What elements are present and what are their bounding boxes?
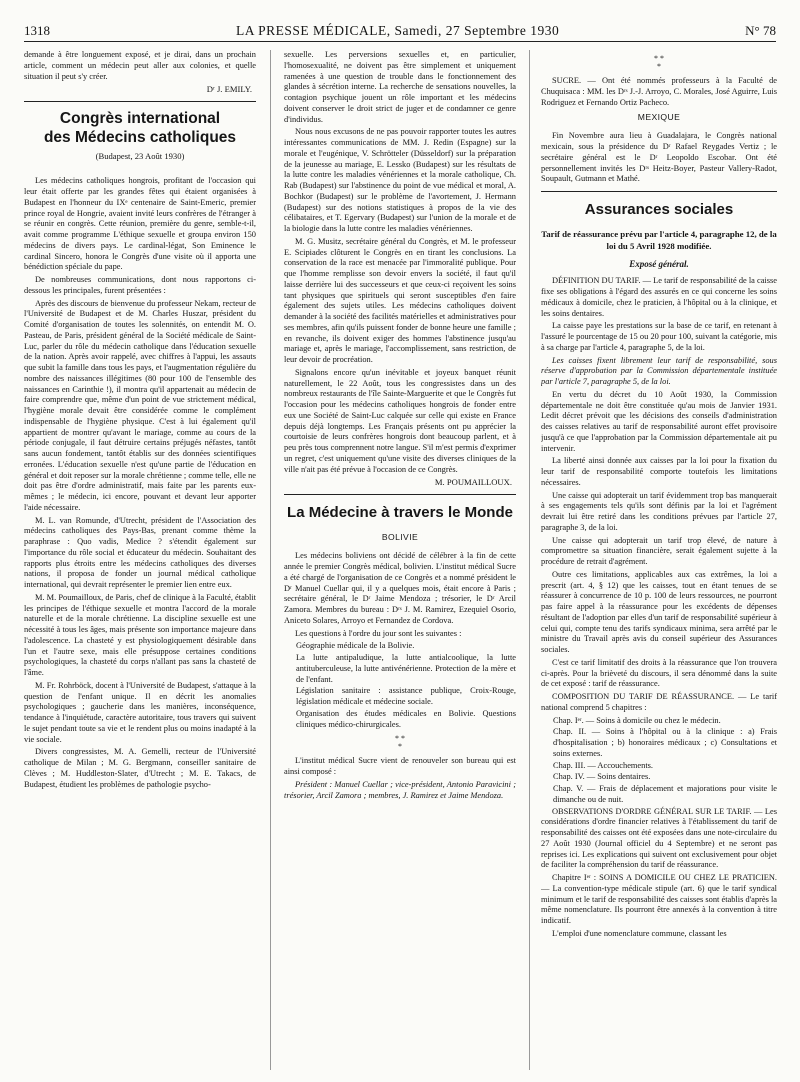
list-item: Chap. III. — Accouchements.	[553, 760, 654, 770]
expose-title: Exposé général.	[629, 258, 689, 269]
column-3	[541, 50, 777, 1076]
assurances-title: Assurances sociales	[584, 201, 734, 218]
paragraph: Les médecins catholiques hongrois, profitant de l'occasion qui leur était offerte par les grandes fêtes qui étaient organisées à Budapest en l'honneur du IXᵉ centenaire de Saint-Emeric, premier prince royal de Hongrie, avaient invité leurs confrères de l'étranger à se réunir en congrès. Cette réunion, première du genre, semble-t-il, avait comme programme L'éthique sexuelle et groupa environ 150 médecins de divers pays. Le cardinal-légat, Son Eminence le cardinal Sincero, honora le Congrès d'une visite où il apporta une bénédiction spéciale du pape.	[24, 176, 256, 272]
paragraph: Président : Manuel Cuellar ; vice-président, Antonio Paravicini ; trésorier, Arcil Zamora ; membres, J. Ramirez et Jaime Mendoza.	[284, 779, 516, 800]
paragraph: L'emploi d'une nomenclature commune, classant les	[552, 928, 727, 938]
tarif-title: Tarif de réassurance prévu par l'article 4, paragraphe 12, de la loi du 5 Avril 1928 modifiée.	[541, 229, 777, 252]
section-divider	[24, 101, 256, 102]
journal-title: LA PRESSE MÉDICALE, Samedi, 27 Septembre 1930	[235, 22, 560, 38]
column-1	[24, 50, 256, 1076]
congres-title	[24, 110, 256, 147]
paragraph: La liberté ainsi donnée aux caisses par la loi pour la fixation du leur tarif de responsabilité comporte toutefois les limitations nécessaires.	[541, 456, 777, 487]
paragraph: Les caisses fixent librement leur tarif de responsabilité, sous réserve d'approbation par la Commission départementale instituée par l'article 7, paragraphe 5, de la loi.	[541, 355, 777, 387]
paragraph: Divers congressistes, M. A. Gemelli, recteur de l'Université catholique de Milan ; M. G. Bergmann, conseiller sanitaire de Clèves ; M. Huddleston-Slater, d'Utrecht ; M. E. Takacs, de Budapest, étudient les problèmes de pathologie psycho-	[24, 747, 256, 789]
paragraph: SUCRE. — Ont été nommés professeurs à la Faculté de Chuquisaca : MM. les Dʳˢ J.-J. Arroyo, C. Morales, José Aguirre, Luis Rodriguez et Fernando Ortiz Pacheco.	[541, 76, 777, 107]
paragraph: Chapitre Iᵉʳ : SOINS A DOMICILE OU CHEZ LE PRATICIEN. — La convention-type médicale stipule (art. 6) que le tarif syndical minimum et le tarif de responsabilité des caisses sont établis d'après la même nomenclature. Ils pourront être annexés à la convention à titre indicatif.	[541, 873, 777, 926]
paragraph: En vertu du décret du 10 Août 1930, la Commission départementale ne doit être constituée qu'au mois de Janvier 1931. Ledit décret prévoit que les décisions des conseils d'administration des caisses relatives au tarif de responsabilité auront effet provisoire jusqu'à ce que l'approbation par la Commission départementale ait pu intervenir.	[541, 389, 777, 453]
congres-title-line-1: Congrès international	[59, 110, 221, 128]
paragraph: DÉFINITION DU TARIF. — Le tarif de responsabilité de la caisse fixe ses obligations à l'égard des assurés en ce qui concerne les soins médicaux à domicile, chez le praticien, à l'hôpital ou à la clinique, et les soins dentaires.	[541, 276, 777, 318]
page-number: 1318	[24, 22, 50, 38]
asterism: * * *	[654, 54, 664, 71]
paragraph: Les questions à l'ordre du jour sont les suivantes :	[295, 628, 462, 638]
paragraph: Signalons encore qu'un inévitable et joyeux banquet réunit naturellement, le 22 Août, tous les congressistes dans un des nombreux restaurants de l'île Sainte-Marguerite et que le Congrès fut l'occasion pour les médecins catholiques hongrois de fonder entre eux une Société de Saint-Luc calquée sur celle qui existe en France depuis déjà longtemps. Les Français présents ont pu apprécier la courtoisie de leurs confrères hongrois dont beaucoup parlent, et à peu près tous comprennent notre langue. S'il m'est permis d'exprimer un regret, c'est uniquement qu'une visite des diverses cliniques de la ville n'ait pas été prévue à l'occasion de ce Congrès.	[284, 367, 516, 474]
section-divider	[541, 191, 777, 192]
paragraph: Nous nous excusons de ne pas pouvoir rapporter toutes les autres intéressantes communications de MM. J. Redin (Espagne) sur la morale et l'eugénique, V. Schrötteler (Düsseldorf) sur la préparation de la jeunesse au mariage, E. Lessko (Budapest) sur les résultats de la lutte contre les maladies vénériennes et la morale catholique, Ch. Rab (Budapest) sur l'abstinence du point de vue médical et moral, A. Bochkor (Budapest) sur le problème de l'avortement, J. Hermann (Budapest) sur des notions statistiques à propos de la vie des célibataires, et T. Egervary (Budapest) sur l'union de la morale et de la biologie dans la lutte contre les maladies vénériennes.	[284, 127, 516, 233]
article-signature: M. POUMAILLOUX.	[434, 477, 512, 488]
paragraph: Une caisse qui adopterait un tarif trop élevé, de nature à compromettre sa situation financière, serait également sujette à la procédure de retrait d'agrément.	[541, 535, 777, 567]
page-header	[24, 20, 776, 42]
section-divider	[284, 494, 516, 495]
list-item: Organisation des études médicales en Bolivie. Questions cliniques médico-chirurgicales.	[296, 708, 516, 729]
paragraph: OBSERVATIONS D'ORDRE GÉNÉRAL SUR LE TARIF. — Les considérations d'ordre financier relatives à l'établissement du tarif de responsabilité des caisses ont été exposées dans une note-circulaire du 27 Août 1930 (Journal officiel du 4 Septembre) et ne seront pas reprises ici. Les explications qui suivent ont exclusivement pour objet de faciliter la compréhension du tarif de réassurance.	[541, 806, 777, 870]
paragraph: M. M. Poumailloux, de Paris, chef de clinique à la Faculté, établit les principes de l'éthique sexuelle et montra l'accord de la morale naturelle et de la morale chrétienne. La discipline sexuelle est une nécessité à tous les âges, mais présente son importance majeure dans l'adolescence. La chasteté y est physiologiquement désirable dans l'un et l'autre sexe, mais elle présuppose certaines conditions psychologiques, la chasteté du corps n'allant pas sans la chasteté de l'âme.	[24, 592, 256, 678]
paragraph: L'institut médical Sucre vient de renouveler son bureau qui est ainsi composé :	[284, 756, 516, 777]
agenda-list	[284, 641, 516, 730]
list-item: Législation sanitaire : assistance publique, Croix-Rouge, législation médicale et médecine sociale.	[296, 686, 516, 707]
paragraph: C'est ce tarif limitatif des droits à la réassurance que l'on trouvera ci-après. Pour la brièveté du discours, il sera dénommé dans la suite de cet exposé : tarif de réassurance.	[541, 657, 777, 689]
list-item: Chap. IV. — Soins dentaires.	[553, 772, 651, 782]
bolivie-title: BOLIVIE	[381, 532, 419, 543]
asterism: * * *	[395, 734, 405, 752]
mexique-title: MEXIQUE	[637, 112, 681, 123]
congres-title-line-2: des Médecins catholiques	[43, 128, 237, 146]
list-item: Chap. Iᵉʳ. — Soins à domicile ou chez le médecin.	[553, 715, 721, 725]
column-2	[284, 50, 516, 1076]
paragraph: COMPOSITION DU TARIF DE RÉASSURANCE. — Le tarif national comprend 5 chapitres :	[541, 692, 777, 712]
chapter-list	[541, 716, 777, 806]
article-continuation: demande à être longuement exposé, et je dirai, dans un prochain article, comment un médecin peut aller aux colonies, et quelle situation il peut s'y créer.	[24, 50, 256, 81]
paragraph: M. L. van Romunde, d'Utrecht, président de l'Association des médecins catholiques des Pays-Bas, prenant comme thème la paraphrase : Quo vadis, Medice ? s'étendit également sur l'importance du rôle social et éducateur du médecin. Souhaitant des rapports plus étroits entre les médecins catholiques des diverses nations, il proposa de fonder un journal médical catholique international, qui devrait représenter le premier lien entre eux.	[24, 515, 256, 590]
paragraph: sexuelle. Les perversions sexuelles et, en particulier, l'homosexualité, ne doivent pas être simplement et uniquement ramenées à une question de trouble dans le fonctionnement des glandes à sécrétion interne. La recherche de sensations nouvelles, la contagion psychique jouent un rôle important et les médecins doivent conserver le droit strict de juger et de condamner ce genre d'individus.	[284, 50, 516, 124]
paragraph: Outre ces limitations, applicables aux cas extrêmes, la loi a prescrit (art. 4, § 12) que les caisses, tout en étant tenues de se réassurer à concurrence de 10 p. 100 de leurs ressources, ne pourront pas faire appel à la réassurance pour les excédents de dépenses résultant de l'adoption par elles d'un tarif de responsabilité supérieur à celui qui, compte tenu des tarifs syndicaux minima, sera arrêté par le ministre du Travail après avis du conseil supérieur des Assurances sociales.	[541, 569, 777, 655]
list-item: La lutte antipaludique, la lutte antialcoolique, la lutte antituberculeuse, la lutte antivénérienne. Protection de la mère et de l'enfant.	[296, 653, 516, 684]
congres-subtitle: (Budapest, 23 Août 1930)	[95, 151, 185, 162]
paragraph: De nombreuses communications, dont nous rapportons ci-dessous les principales, furent présentées :	[24, 275, 256, 295]
paragraph: Une caisse qui adopterait un tarif évidemment trop bas manquerait à ses engagements tels qu'ils sont définis par la loi et l'agrément devrait lui être retiré dans les conditions prévues par l'article 27, paragraphe 3, de la loi.	[541, 490, 777, 532]
paragraph: Les médecins boliviens ont décidé de célébrer à la fin de cette année le premier Congrès médical, bolivien. L'institut médical Sucre a été chargé de l'organisation de ce Congrès et a nommé président le Dʳ Manuel Cuellar qui, il y a quelques mois, était encore à Paris ; secrétaire général, le Dʳ Jaime Mendoza ; trésorier, le Dʳ Arcil Zamora. Membres du bureau : Dʳˢ J. M. Ramirez, Ezequiel Osorio, Aniceto Solares, Arroyo et Fernandez de Cordova.	[284, 551, 516, 625]
article-signature: Dʳ J. EMILY.	[206, 84, 252, 95]
paragraph: M. G. Musitz, secrétaire général du Congrès, et M. le professeur E. Scipiades clôturent le Congrès en en tirant les conclusions. La conservation de la race est menacée par l'immoralité publique. Pour que l'homme remplisse son devoir envers la société, il faut qu'il laisse derrière lui des successeurs et que ceux-ci reçoivent les soins tant physiques que spirituels qui seront susceptibles d'en faire également des sujets utiles. Les médecins catholiques doivent demander à la société des facilités matérielles et administratives pour ses membres, afin qu'ils puissent fonder de bonne heure une famille ; en revanche, ils doivent exiger des hommes l'abstinence jusqu'au mariage et, après le mariage, l'accomplissement, sans restriction, de leur devoir de procréation.	[284, 236, 516, 364]
list-item: Géographie médicale de la Bolivie.	[296, 641, 415, 651]
issue-number: N° 78	[745, 22, 776, 38]
list-item: Chap. V. — Frais de déplacement et majorations pour visite le dimanche ou de nuit.	[553, 784, 777, 804]
paragraph: Fin Novembre aura lieu à Guadalajara, le Congrès national mexicain, sous la présidence du Dʳ Rafael Reygades Vertiz ; le secrétaire général est le Dʳ Leopoldo Escobar. Ont été personnellement invités les Dʳˢ Heitz-Boyer, Pasteur Vallery-Radot, Soupault, Gutmann et Mathé.	[541, 131, 777, 184]
paragraph: La caisse paye les prestations sur la base de ce tarif, en retenant à l'assuré le pourcentage de 15 ou 20 pour 100, suivant la catégorie, mis à sa charge par l'article 4, paragraphe 5, de la loi.	[541, 321, 777, 352]
column-rule-1	[270, 50, 271, 1070]
column-rule-2	[529, 50, 530, 1070]
monde-title: La Médecine à travers le Monde	[287, 504, 513, 522]
paragraph: M. Fr. Rohrböck, docent à l'Université de Budapest, s'attaque à la question de l'enfant unique. Il en décrit les anomalies psychologiques ; gaucherie dans les manières, inconséquence, tendance à l'inquiétude, caractère autoritaire, tous travers qui suivent le sujet pendant toute sa vie et le rendent plus ou moins inadapté à la vie sociale.	[24, 680, 256, 744]
paragraph: Après des discours de bienvenue du professeur Nekam, recteur de l'Université de Budapest et de M. Charles Huszar, président du Comité d'organisation de toutes les solennités, on entendit M. O. Pasteau, de Paris, président général de la Société médicale de Saint-Luc, parler du rôle du médecin catholique dans l'éducation sexuelle de la nation. Après avoir rappelé, avec chiffres à l'appui, les assauts que subit la famille dans tous les pays, et l'augmentation régulière du nombre des naissances illégitimes (80 pour 100 de l'ensemble des naissances en Carinthie !), il montra qu'il appartenait au médecin de faire comprendre que, même d'un point de vue strictement médical, l'hygiène morale devait être considérée comme le complément indispensable de l'hygiène physique. C'est à lui également qu'il appartient de montrer qu'avant le mariage, comme au cours de la période conjugale, il faut détruire certains préjugés néfastes, tantôt sans aucun fondement, tantôt établis sur des données scientifiques erronées. L'éducation sexuelle n'est qu'une partie de l'éducation en général et doit reposer sur la morale chrétienne ; comme telle, elle ne doit pas être d'ordre administratif, mais faite par les parents eux-mêmes ; le médecin, ici encore, pouvant et devant leur apporter l'aide nécessaire.	[24, 298, 256, 512]
list-item: Chap. II. — Soins à l'hôpital ou à la clinique : a) Frais d'hospitalisation ; b) honoraires médicaux ; c) Consultations et soins externes.	[553, 727, 777, 758]
